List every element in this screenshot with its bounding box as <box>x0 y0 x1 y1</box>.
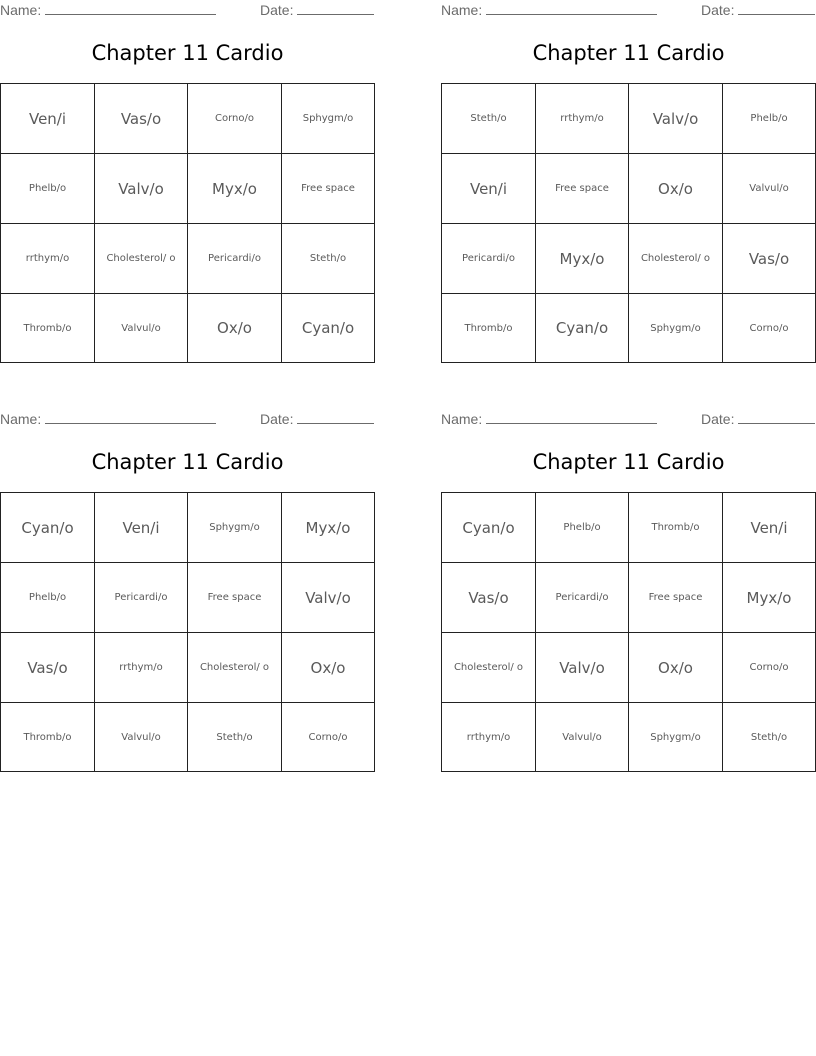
bingo-grid <box>441 492 816 772</box>
date-field <box>260 411 374 427</box>
bingo-cell: Phelb/o <box>1 154 95 224</box>
bingo-cell: Valv/o <box>282 563 374 633</box>
bingo-cell: Ven/i <box>95 493 188 563</box>
bingo-cell: Thromb/o <box>1 703 95 771</box>
date-blank-line <box>738 411 815 424</box>
bingo-cell: Vas/o <box>1 633 95 703</box>
name-date-row <box>0 2 375 20</box>
bingo-cell: Phelb/o <box>723 84 815 154</box>
bingo-cell: Valvul/o <box>95 703 188 771</box>
date-label: Date: <box>701 411 735 427</box>
bingo-cell: Vas/o <box>442 563 536 633</box>
bingo-cell: Cyan/o <box>301 319 355 337</box>
bingo-cell: Sphygm/o <box>629 294 723 362</box>
date-label: Date: <box>260 411 294 427</box>
bingo-cell: Myx/o <box>723 563 815 633</box>
bingo-cell: Steth/o <box>442 84 536 154</box>
bingo-cell: Valv/o <box>536 633 629 703</box>
name-field <box>441 2 657 18</box>
bingo-cell: Sphygm/o <box>282 84 374 154</box>
date-label: Date: <box>260 2 294 18</box>
bingo-cell: Pericardi/o <box>95 563 188 633</box>
bingo-cell: Pericardi/o <box>188 224 282 294</box>
bingo-cell: Ox/o <box>629 633 723 703</box>
bingo-cell: Valvul/o <box>723 154 815 224</box>
bingo-cell: Sphygm/o <box>629 703 723 771</box>
name-label: Name: <box>0 2 42 18</box>
name-field <box>441 411 657 427</box>
bingo-cell: Thromb/o <box>442 294 536 362</box>
bingo-cell: Myx/o <box>188 154 282 224</box>
bingo-cell: Cyan/o <box>442 493 536 563</box>
bingo-cell: Cholesterol/ o <box>442 633 536 703</box>
name-date-row <box>441 2 816 20</box>
name-blank-line <box>486 2 657 15</box>
name-date-row <box>0 411 375 429</box>
bingo-cell: Cyan/o <box>1 493 95 563</box>
bingo-cell: Free space <box>629 563 723 633</box>
bingo-cell: Ox/o <box>188 294 282 362</box>
name-label: Name: <box>441 2 483 18</box>
card-title: Chapter 11 Cardio <box>91 450 284 474</box>
date-blank-line <box>297 2 374 15</box>
date-blank-line <box>738 2 815 15</box>
bingo-grid <box>441 83 816 363</box>
bingo-cell: Steth/o <box>188 703 282 771</box>
bingo-cell: Steth/o <box>750 731 788 743</box>
bingo-cell: rrthym/o <box>1 224 95 294</box>
bingo-cell: Corno/o <box>188 84 282 154</box>
bingo-cell: Valv/o <box>629 84 723 154</box>
bingo-cell: Cholesterol/ o <box>188 633 282 703</box>
bingo-cell: Myx/o <box>282 493 374 563</box>
bingo-cell: rrthym/o <box>442 703 536 771</box>
bingo-cell: Cyan/o <box>536 294 629 362</box>
bingo-cell: Ox/o <box>629 154 723 224</box>
name-label: Name: <box>441 411 483 427</box>
bingo-cell: Cholesterol/ o <box>629 224 723 294</box>
bingo-cell: Ven/i <box>1 84 95 154</box>
date-field <box>260 2 374 18</box>
bingo-cell: Ven/i <box>442 154 536 224</box>
card-title: Chapter 11 Cardio <box>532 450 725 474</box>
bingo-cell: Sphygm/o <box>188 493 282 563</box>
bingo-cell: rrthym/o <box>95 633 188 703</box>
date-field <box>701 411 815 427</box>
bingo-cell: Valvul/o <box>536 703 629 771</box>
bingo-cell: Phelb/o <box>1 563 95 633</box>
bingo-cell: Free space <box>282 154 374 224</box>
bingo-cell: Pericardi/o <box>536 563 629 633</box>
bingo-cell: Pericardi/o <box>442 224 536 294</box>
bingo-cell: Phelb/o <box>536 493 629 563</box>
bingo-cell: Myx/o <box>536 224 629 294</box>
bingo-cell: Ox/o <box>282 633 374 703</box>
name-field <box>0 411 216 427</box>
name-field <box>0 2 216 18</box>
bingo-cell: rrthym/o <box>536 84 629 154</box>
date-field <box>701 2 815 18</box>
name-blank-line <box>45 2 216 15</box>
bingo-cell: Thromb/o <box>629 493 723 563</box>
bingo-cell: Corno/o <box>749 322 789 334</box>
card-title: Chapter 11 Cardio <box>91 41 284 65</box>
bingo-cell: Vas/o <box>723 224 815 294</box>
bingo-grid <box>0 492 375 772</box>
bingo-cell: Free space <box>188 563 282 633</box>
bingo-cell: Steth/o <box>282 224 374 294</box>
bingo-cell: Free space <box>536 154 629 224</box>
name-blank-line <box>45 411 216 424</box>
bingo-cell: Valv/o <box>95 154 188 224</box>
name-blank-line <box>486 411 657 424</box>
card-title: Chapter 11 Cardio <box>532 41 725 65</box>
bingo-cell: Cholesterol/ o <box>95 224 188 294</box>
bingo-cell: Corno/o <box>308 731 348 743</box>
date-blank-line <box>297 411 374 424</box>
name-label: Name: <box>0 411 42 427</box>
bingo-cell: Thromb/o <box>1 294 95 362</box>
bingo-grid <box>0 83 375 363</box>
bingo-cell: Vas/o <box>95 84 188 154</box>
bingo-cell: Corno/o <box>723 633 815 703</box>
bingo-cell: Valvul/o <box>95 294 188 362</box>
bingo-cell: Ven/i <box>723 493 815 563</box>
name-date-row <box>441 411 816 429</box>
date-label: Date: <box>701 2 735 18</box>
